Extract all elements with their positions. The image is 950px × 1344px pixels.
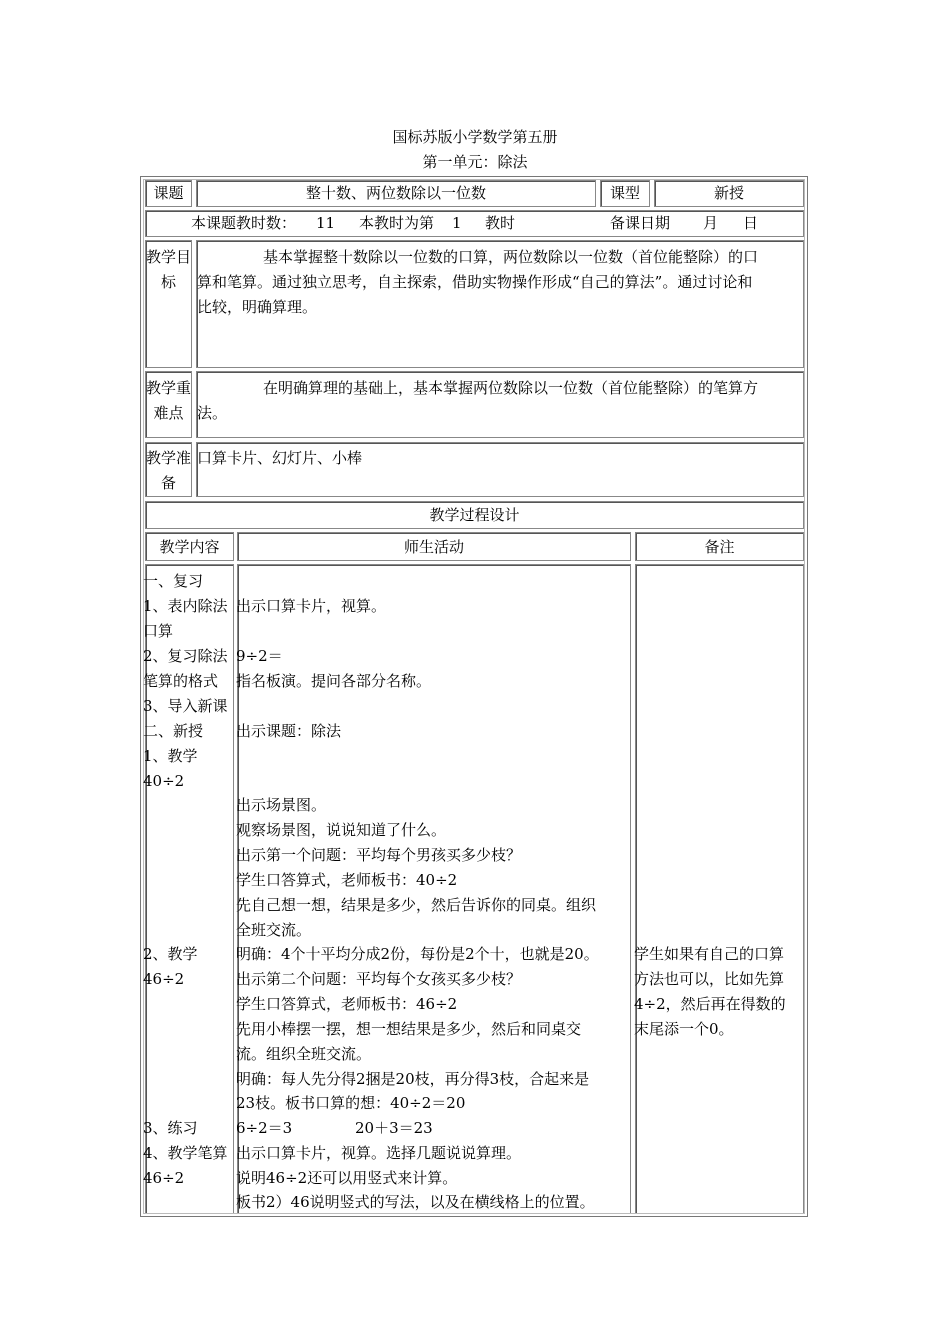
notes-line: 4÷2，然后再在得数的 <box>634 995 786 1013</box>
objectives-line2: 算和笔算。通过独立思考，自主探索，借助实物操作形成“自己的算法”。通过讨论和 <box>197 273 753 291</box>
activity-line: 板书2）46说明竖式的写法，以及在横线格上的位置。 <box>236 1193 595 1211</box>
activity-line: 出示课题：除法 <box>236 722 342 740</box>
activity-line: 出示第二个问题：平均每个女孩买多少枝？ <box>236 970 522 988</box>
content-line: 40÷2 <box>143 772 185 790</box>
notes-column <box>635 564 804 1213</box>
activity-line: 20＋3＝23 <box>355 1119 433 1137</box>
activity-line: 观察场景图，说说知道了什么。 <box>236 821 447 839</box>
activity-line: 指名板演。提问各部分名称。 <box>236 672 432 690</box>
objectives-line1: 基本掌握整十数除以一位数的口算，两位数除以一位数（首位能整除）的口 <box>263 248 759 266</box>
topic-label-cell <box>145 180 192 207</box>
col-notes-header: 备注 <box>704 538 735 556</box>
activity-line: 先用小棒摆一摆，想一想结果是多少，然后和同桌交 <box>236 1020 582 1038</box>
objectives-label-line1: 教学目 <box>146 248 192 266</box>
objectives-label-line2: 标 <box>160 273 176 291</box>
col-content-header: 教学内容 <box>159 538 220 556</box>
keypoints-line2: 法。 <box>197 404 228 422</box>
info-row <box>145 210 804 237</box>
process-heading: 教学过程设计 <box>429 506 520 524</box>
process-heading-cell <box>145 501 804 529</box>
objectives-cell <box>196 240 804 368</box>
prep-value: 口算卡片、幻灯片、小棒 <box>197 449 363 467</box>
activity-line: 6÷2＝3 <box>236 1119 293 1137</box>
type-value: 新授 <box>713 184 744 202</box>
activity-line: 出示口算卡片，视算。 <box>236 597 387 615</box>
activity-line: 出示场景图。 <box>236 796 327 814</box>
col-content-cell <box>145 532 234 561</box>
content-line: 2、教学 <box>143 945 198 963</box>
document-title: 国标苏版小学数学第五册 <box>392 128 558 146</box>
keypoints-label-line1: 教学重 <box>146 379 192 397</box>
notes-line: 方法也可以，比如先算 <box>634 970 785 988</box>
month-label: 月 <box>703 214 719 232</box>
hours-label: 本课题教时数： <box>191 214 297 232</box>
objectives-label-cell <box>145 240 192 368</box>
content-line: 3、导入新课 <box>143 697 228 715</box>
content-line: 二、新授 <box>143 722 204 740</box>
activity-line: 全班交流。 <box>236 921 312 939</box>
content-line: 1、教学 <box>143 747 198 765</box>
activity-line: 流。组织全班交流。 <box>236 1045 372 1063</box>
activity-line: 学生口答算式，老师板书：46÷2 <box>236 995 458 1013</box>
content-line: 3、练习 <box>143 1119 198 1137</box>
keypoints-cell <box>196 371 804 438</box>
content-line: 46÷2 <box>143 970 185 988</box>
date-label: 备课日期 <box>610 214 671 232</box>
content-line: 2、复习除法 <box>143 647 228 665</box>
activity-line: 说明46÷2还可以用竖式来计算。 <box>236 1169 458 1187</box>
keypoints-label-line2: 难点 <box>153 404 184 422</box>
prep-label-line2: 备 <box>160 474 176 492</box>
activity-line: 出示口算卡片，视算。选择几题说说算理。 <box>236 1144 522 1162</box>
activity-line: 23枝。板书口算的想：40÷2＝20 <box>236 1094 466 1112</box>
lesson-label: 本教时为第 <box>359 214 435 232</box>
activity-line: 出示第一个问题：平均每个男孩买多少枝？ <box>236 846 522 864</box>
prep-cell <box>196 442 804 497</box>
col-notes-cell <box>635 532 804 561</box>
content-line: 笔算的格式 <box>143 672 219 690</box>
type-label-cell <box>600 180 650 207</box>
prep-label-cell <box>145 442 192 497</box>
col-activity-header: 师生活动 <box>403 538 464 556</box>
keypoints-line1: 在明确算理的基础上，基本掌握两位数除以一位数（首位能整除）的笔算方 <box>263 379 759 397</box>
unit-title: 第一单元：除法 <box>422 153 528 171</box>
prep-label-line1: 教学准 <box>146 449 192 467</box>
activity-line: 学生口答算式，老师板书：40÷2 <box>236 871 458 889</box>
content-line: 1、表内除法 <box>143 597 228 615</box>
col-activity-cell <box>237 532 631 561</box>
activity-line: 9÷2＝ <box>236 647 283 665</box>
hours-value: 11 <box>316 214 336 232</box>
day-label: 日 <box>743 214 759 232</box>
objectives-line3: 比较，明确算理。 <box>197 298 318 316</box>
topic-value: 整十数、两位数除以一位数 <box>305 184 486 202</box>
activity-line: 明确：4个十平均分成2份，每份是2个十，也就是20。 <box>236 945 599 963</box>
keypoints-label-cell <box>145 371 192 438</box>
topic-value-cell <box>196 180 596 207</box>
content-line: 46÷2 <box>143 1169 185 1187</box>
content-column <box>145 564 234 1213</box>
type-value-cell <box>654 180 804 207</box>
content-line: 一、复习 <box>143 572 204 590</box>
activity-line: 明确：每人先分得2捆是20枝，再分得3枝，合起来是 <box>236 1070 590 1088</box>
lesson-suffix: 教时 <box>485 214 516 232</box>
activity-column <box>237 564 631 1213</box>
content-line: 口算 <box>143 622 174 640</box>
topic-label: 课题 <box>153 184 184 202</box>
lesson-value: 1 <box>452 214 462 232</box>
type-label: 课型 <box>609 184 640 202</box>
content-line: 4、教学笔算 <box>143 1144 228 1162</box>
activity-line: 先自己想一想，结果是多少，然后告诉你的同桌。组织 <box>236 896 597 914</box>
notes-line: 学生如果有自己的口算 <box>634 945 785 963</box>
notes-line: 末尾添一个0。 <box>634 1020 734 1038</box>
